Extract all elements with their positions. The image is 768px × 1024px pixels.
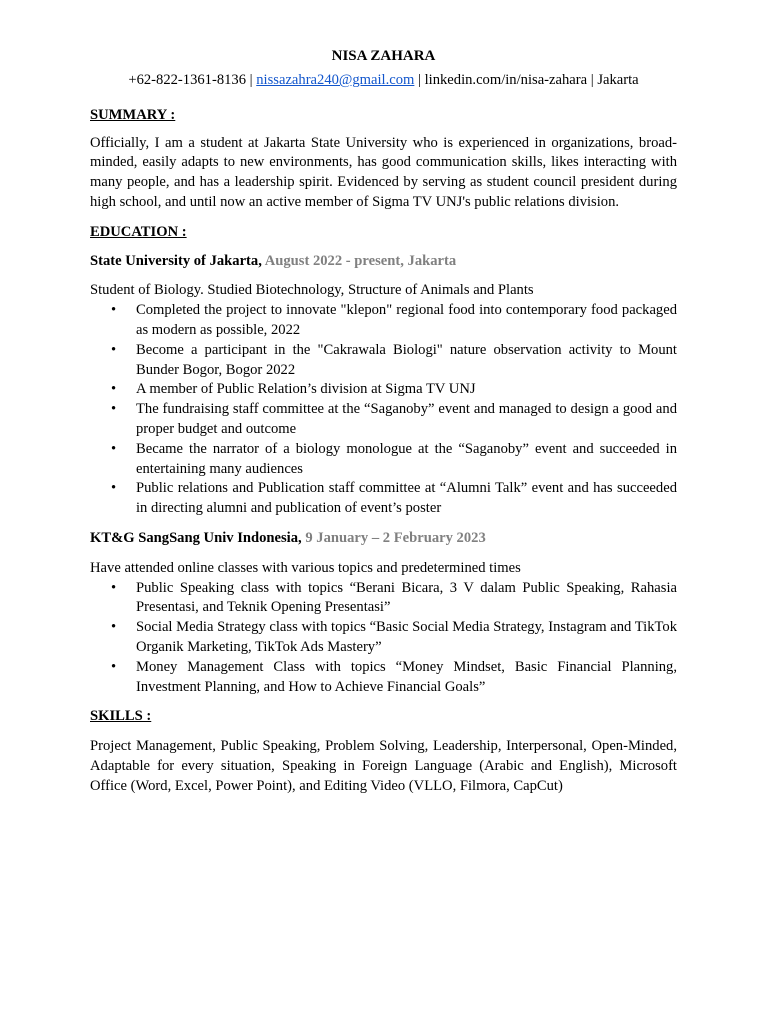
skills-text: Project Management, Public Speaking, Problem Solving, Leadership, Interpersonal, Open-Minded, Adaptable for every situation, Speaking in Foreign Language (Arabic and English), Microsoft Office (Word, Excel, Power Point), and Editing Video (VLLO, Filmora, CapCut) bbox=[90, 738, 677, 794]
contact-line bbox=[90, 71, 677, 91]
skills-heading: SKILLS : bbox=[90, 708, 152, 725]
list-item bbox=[111, 301, 677, 341]
phone-number: +62-822-1361-8136 bbox=[128, 72, 247, 88]
bullet-icon: • bbox=[111, 302, 117, 319]
resume-page bbox=[90, 46, 677, 797]
school-description: Student of Biology. Studied Biotechnology, Structure of Animals and Plants bbox=[90, 282, 534, 299]
bullet-icon: • bbox=[111, 381, 117, 398]
bullet-icon: • bbox=[111, 658, 117, 675]
separator: | bbox=[246, 72, 257, 88]
list-item bbox=[111, 440, 677, 480]
school-description: Have attended online classes with various topics and predetermined times bbox=[90, 559, 521, 576]
list-item bbox=[111, 400, 677, 440]
achievement-list bbox=[90, 301, 677, 519]
bullet-icon: • bbox=[111, 579, 117, 596]
list-item-text: Public Speaking class with topics “Berani Bicara, 3 V dalam Public Speaking, Rahasia Presentasi, and Teknik Opening Presentasi” bbox=[136, 579, 677, 616]
list-item-text: A member of Public Relation’s division at Sigma TV UNJ bbox=[136, 381, 476, 398]
list-item bbox=[111, 479, 677, 519]
candidate-name: NISA ZAHARA bbox=[331, 48, 436, 64]
list-item-text: Become a participant in the "Cakrawala Biologi" nature observation activity to Mount Bunder Bogor, Bogor 2022 bbox=[136, 341, 677, 378]
list-item bbox=[111, 618, 677, 658]
list-item bbox=[111, 341, 677, 381]
list-item-text: Public relations and Publication staff committee at “Alumni Talk” event and has succeeded in directing alumni and publication of event’s poster bbox=[136, 480, 677, 517]
list-item bbox=[111, 658, 677, 698]
location: Jakarta bbox=[597, 72, 639, 88]
bullet-icon: • bbox=[111, 401, 117, 418]
education-heading: EDUCATION : bbox=[90, 223, 187, 240]
bullet-icon: • bbox=[111, 440, 117, 457]
bullet-icon: • bbox=[111, 480, 117, 497]
list-item-text: The fundraising staff committee at the “Saganoby” event and managed to design a good and proper budget and outcome bbox=[136, 401, 677, 437]
list-item bbox=[111, 380, 677, 400]
list-item-text: Completed the project to innovate "klepon" regional food into contemporary food packaged as modern as possible, 2022 bbox=[136, 302, 677, 338]
email-link[interactable]: nissazahra240@gmail.com bbox=[256, 72, 415, 88]
list-item-text: Became the narrator of a biology monologue at the “Saganoby” event and succeeded in entertaining many audiences bbox=[136, 440, 677, 477]
bullet-icon: • bbox=[111, 619, 117, 636]
school-title: State University of Jakarta, bbox=[90, 252, 262, 269]
linkedin-url: linkedin.com/in/nisa-zahara bbox=[424, 72, 588, 88]
school-name bbox=[90, 252, 677, 272]
school-title: KT&G SangSang Univ Indonesia, bbox=[90, 529, 302, 546]
school-name bbox=[90, 529, 677, 549]
list-item bbox=[111, 579, 677, 619]
school-dates-location: 9 January – 2 February 2023 bbox=[305, 529, 486, 546]
course-list bbox=[90, 579, 677, 698]
list-item-text: Money Management Class with topics “Money Mindset, Basic Financial Planning, Investment Planning, and How to Achieve Financial Goals” bbox=[136, 658, 677, 695]
school-dates-location: August 2022 - present, Jakarta bbox=[264, 252, 457, 269]
bullet-icon: • bbox=[111, 341, 117, 358]
summary-heading: SUMMARY : bbox=[90, 106, 176, 123]
list-item-text: Social Media Strategy class with topics “Basic Social Media Strategy, Instagram and TikTok Organik Marketing, TikTok Ads Mastery” bbox=[136, 619, 677, 655]
separator: | bbox=[587, 72, 598, 88]
separator: | bbox=[414, 72, 425, 88]
summary-text: Officially, I am a student at Jakarta State University who is experienced in organizations, broad-minded, easily adapts to new environments, has good communication skills, likes interacting with many people, and has a leadership spirit. Evidenced by serving as student council president during high school, and until now an active member of Sigma TV UNJ's public relations division. bbox=[90, 134, 677, 210]
